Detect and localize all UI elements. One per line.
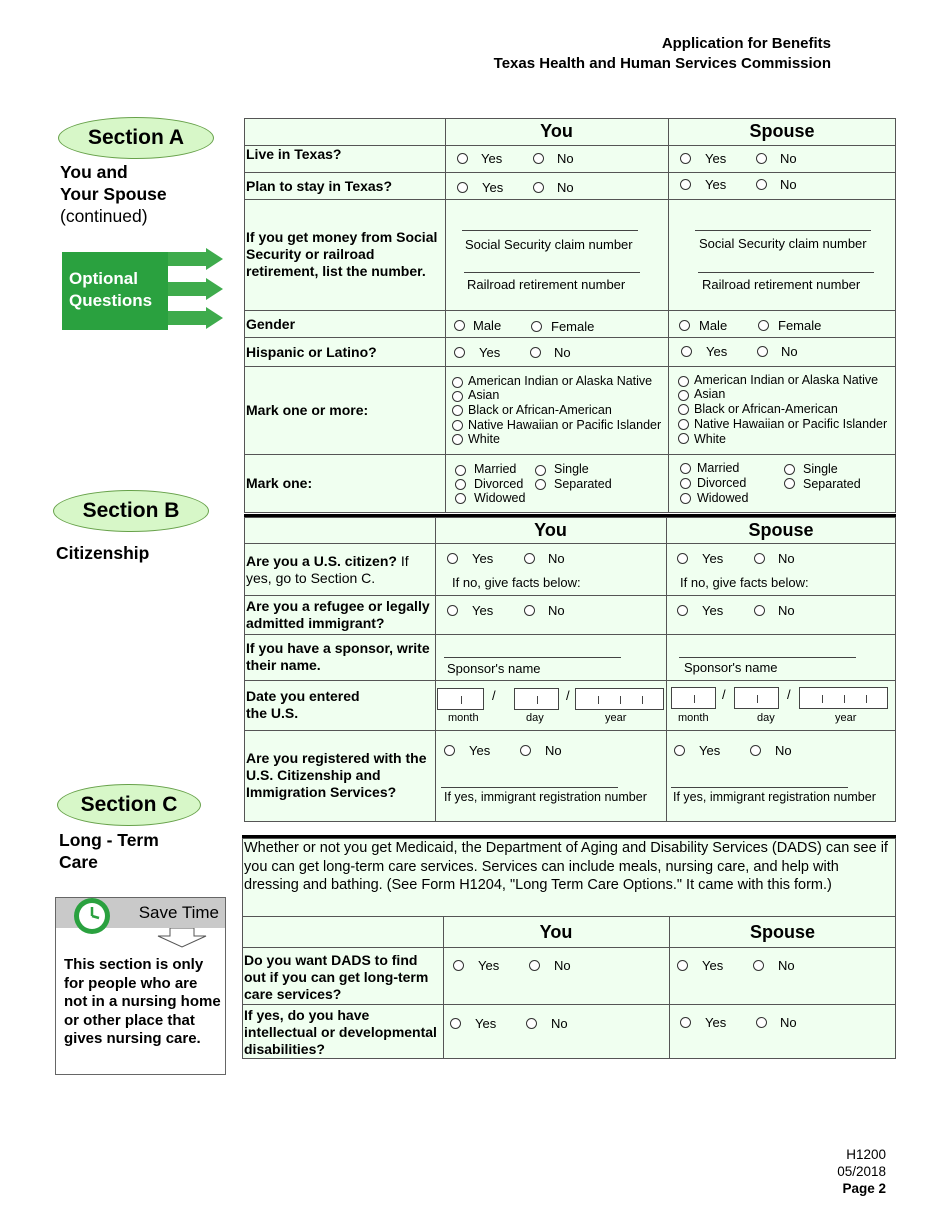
radio-spouse-registered-no[interactable] xyxy=(750,745,761,756)
question-gender: Gender xyxy=(246,316,296,332)
spouse-date-day[interactable] xyxy=(734,687,779,709)
save-time-label: Save Time xyxy=(138,903,219,922)
radio-spouse-married[interactable] xyxy=(680,463,691,474)
radio-spouse-dads-yes[interactable] xyxy=(677,960,688,971)
section-c-intro: Whether or not you get Medicaid, the Department of Aging and Disability Services (DADS) can see if you can get long-term care services. Services can include meals, nursing care, and help with dressing and bathing. (See Form H1204, "Long Term Care Options." It came with this form.) xyxy=(244,840,888,893)
radio-you-hispanic-no[interactable] xyxy=(530,347,541,358)
radio-you-race-black[interactable] xyxy=(452,405,463,416)
radio-you-dads-yes[interactable] xyxy=(453,960,464,971)
form-date: 05/2018 xyxy=(837,1164,886,1179)
you-registration-line[interactable] xyxy=(441,787,618,788)
radio-spouse-registered-yes[interactable] xyxy=(674,745,685,756)
you-date-day[interactable] xyxy=(514,688,559,710)
radio-spouse-disability-yes[interactable] xyxy=(680,1017,691,1028)
radio-spouse-female[interactable] xyxy=(758,320,769,331)
radio-you-refugee-no[interactable] xyxy=(524,605,535,616)
radio-spouse-separated[interactable] xyxy=(784,478,795,489)
radio-you-hispanic-yes[interactable] xyxy=(454,347,465,358)
radio-you-married[interactable] xyxy=(455,465,466,476)
question-citizen: Are you a U.S. citizen? If yes, go to Section C. xyxy=(246,553,409,586)
column-you: You xyxy=(539,922,573,942)
column-you: You xyxy=(540,121,573,141)
radio-you-citizen-no[interactable] xyxy=(524,553,535,564)
radio-you-live-yes[interactable] xyxy=(457,153,468,164)
optional-questions-label: Optional Questions xyxy=(62,252,168,330)
clock-icon xyxy=(72,896,112,936)
page-number: Page 2 xyxy=(842,1181,886,1196)
radio-you-stay-yes[interactable] xyxy=(457,182,468,193)
spouse-ss-claim-line[interactable] xyxy=(695,230,871,231)
radio-you-race-white[interactable] xyxy=(452,434,463,445)
spouse-rr-number-line[interactable] xyxy=(698,272,874,273)
column-spouse: Spouse xyxy=(748,520,814,540)
section-b-title: Citizenship xyxy=(56,543,150,563)
radio-you-live-no[interactable] xyxy=(533,153,544,164)
column-spouse: Spouse xyxy=(749,922,815,942)
radio-you-refugee-yes[interactable] xyxy=(447,605,458,616)
section-c-badge: Section C xyxy=(57,784,201,826)
radio-spouse-disability-no[interactable] xyxy=(756,1017,767,1028)
radio-you-registered-yes[interactable] xyxy=(444,745,455,756)
question-marital: Mark one: xyxy=(246,475,313,491)
spouse-date-month[interactable] xyxy=(671,687,716,709)
radio-spouse-refugee-yes[interactable] xyxy=(677,605,688,616)
radio-spouse-live-no[interactable] xyxy=(756,153,767,164)
page-footer xyxy=(837,1146,886,1197)
radio-you-race-hawaiian[interactable] xyxy=(452,420,463,431)
header-agency: Texas Health and Human Services Commission xyxy=(493,55,831,72)
radio-spouse-race-black[interactable] xyxy=(678,404,689,415)
arrow-right-icon xyxy=(168,307,223,329)
radio-you-race-asian[interactable] xyxy=(452,391,463,402)
radio-you-registered-no[interactable] xyxy=(520,745,531,756)
save-time-box xyxy=(55,897,226,1075)
radio-you-disability-no[interactable] xyxy=(526,1018,537,1029)
arrow-right-icon xyxy=(168,248,223,270)
column-spouse: Spouse xyxy=(749,121,815,141)
radio-spouse-dads-no[interactable] xyxy=(753,960,764,971)
spouse-sponsor-line[interactable] xyxy=(679,657,856,658)
question-ss-railroad: If you get money from Social Security or railroad retirement, list the number. xyxy=(246,229,438,279)
radio-you-stay-no[interactable] xyxy=(533,182,544,193)
arrow-right-icon xyxy=(168,278,223,300)
radio-spouse-widowed[interactable] xyxy=(680,493,691,504)
radio-you-male[interactable] xyxy=(454,320,465,331)
page-header xyxy=(494,34,831,74)
question-live-texas: Live in Texas? xyxy=(246,146,342,162)
radio-spouse-race-hawaiian[interactable] xyxy=(678,419,689,430)
radio-you-race-american-indian[interactable] xyxy=(452,377,463,388)
section-a-badge: Section A xyxy=(58,117,214,159)
radio-spouse-divorced[interactable] xyxy=(680,478,691,489)
radio-spouse-citizen-yes[interactable] xyxy=(677,553,688,564)
save-time-text: This section is only for people who are not in a nursing home or other place that gives nursing care. xyxy=(64,956,221,1047)
question-refugee: Are you a refugee or legally admitted immigrant? xyxy=(246,598,430,631)
question-registered: Are you registered with the U.S. Citizenship and Immigration Services? xyxy=(246,750,427,800)
radio-spouse-male[interactable] xyxy=(679,320,690,331)
column-you: You xyxy=(534,520,567,540)
spouse-date-year[interactable] xyxy=(799,687,888,709)
section-c-title: Long - Term Care xyxy=(59,830,159,872)
radio-you-single[interactable] xyxy=(535,465,546,476)
radio-you-separated[interactable] xyxy=(535,479,546,490)
you-rr-number-line[interactable] xyxy=(464,272,640,273)
radio-spouse-race-asian[interactable] xyxy=(678,390,689,401)
radio-spouse-live-yes[interactable] xyxy=(680,153,691,164)
radio-you-female[interactable] xyxy=(531,321,542,332)
question-dads: Do you want DADS to find out if you can get long-term care services? xyxy=(244,952,429,1002)
question-disability: If yes, do you have intellectual or developmental disabilities? xyxy=(244,1007,437,1057)
question-date-entered: Date you entered the U.S. xyxy=(246,688,360,721)
radio-spouse-hispanic-yes[interactable] xyxy=(681,346,692,357)
you-date-month[interactable] xyxy=(437,688,484,710)
radio-you-disability-yes[interactable] xyxy=(450,1018,461,1029)
radio-spouse-refugee-no[interactable] xyxy=(754,605,765,616)
radio-spouse-stay-yes[interactable] xyxy=(680,179,691,190)
arrow-down-icon xyxy=(156,928,208,948)
you-sponsor-line[interactable] xyxy=(444,657,621,658)
radio-you-widowed[interactable] xyxy=(455,493,466,504)
radio-spouse-single[interactable] xyxy=(784,464,795,475)
radio-you-divorced[interactable] xyxy=(455,479,466,490)
radio-you-dads-no[interactable] xyxy=(529,960,540,971)
radio-spouse-race-american-indian[interactable] xyxy=(678,376,689,387)
question-stay-texas: Plan to stay in Texas? xyxy=(246,178,393,194)
question-sponsor: If you have a sponsor, write their name. xyxy=(246,640,430,673)
radio-you-citizen-yes[interactable] xyxy=(447,553,458,564)
question-race: Mark one or more: xyxy=(246,402,369,418)
spouse-registration-line[interactable] xyxy=(671,787,848,788)
form-number: H1200 xyxy=(846,1147,886,1162)
question-hispanic: Hispanic or Latino? xyxy=(246,344,377,360)
radio-spouse-stay-no[interactable] xyxy=(756,179,767,190)
section-b-badge: Section B xyxy=(53,490,209,532)
header-title: Application for Benefits xyxy=(661,35,831,52)
radio-spouse-race-white[interactable] xyxy=(678,433,689,444)
you-date-year[interactable] xyxy=(575,688,664,710)
section-a-title: You and Your Spouse (continued) xyxy=(60,162,167,226)
you-ss-claim-line[interactable] xyxy=(462,230,638,231)
radio-spouse-citizen-no[interactable] xyxy=(754,553,765,564)
radio-spouse-hispanic-no[interactable] xyxy=(757,346,768,357)
